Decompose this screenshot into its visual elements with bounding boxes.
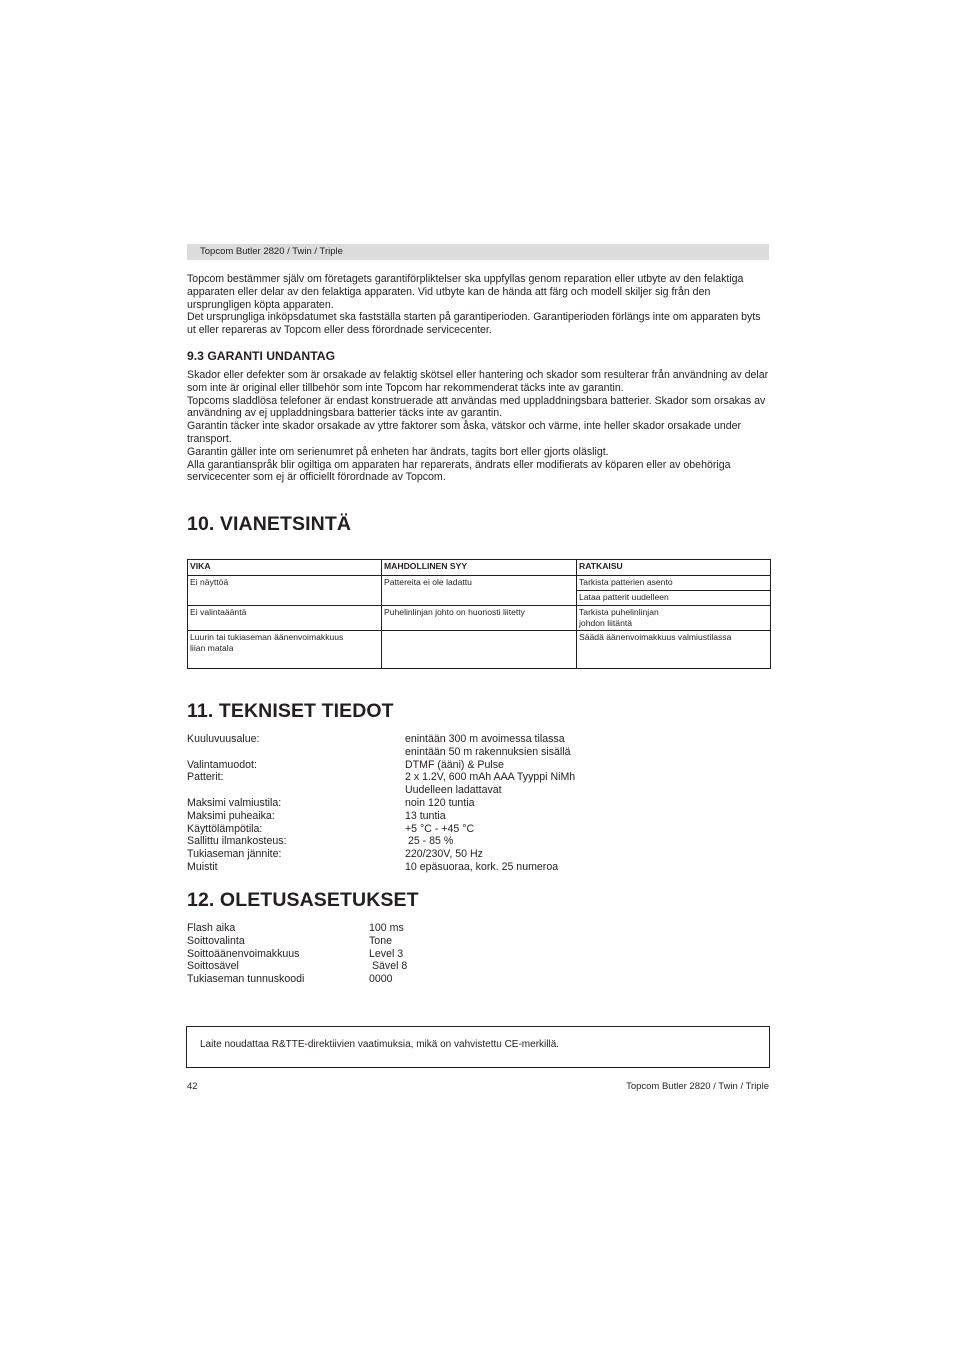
spec-row [187,784,772,797]
spec-value: noin 120 tuntia [405,796,475,809]
table-cell-syy [382,631,577,669]
setting-value: Level 3 [369,947,404,960]
table-row [188,606,771,631]
setting-label: Soittovalinta [187,934,245,947]
section-9-3-paragraph-3: Garantin täcker inte skador orsakade av yttre faktorer som åska, vätskor och värme, inte heller skador orsakade under transport. [187,420,742,445]
spec-value: DTMF (ääni) & Pulse [405,758,504,771]
spec-value: 25 - 85 % [405,835,454,848]
section-9-3-text [187,369,772,484]
table-cell-ratkaisu: Tarkista patterien asento [577,576,771,591]
setting-label: Flash aika [187,922,236,934]
setting-row [187,935,587,948]
troubleshooting-table [187,559,771,669]
section-9-3-paragraph-5: Alla garantianspråk blir ogiltiga om apparaten har reparerats, ändrats eller modifierats av köparen eller av obehöriga servicecenter som ej är officiellt förordnade av Topcom. [187,458,731,484]
cell-line: Luurin tai tukiaseman äänenvoimakkuus [190,632,344,642]
spec-value: Uudelleen ladattavat [405,784,502,797]
table-cell-vika: Ei valintaääntä [188,606,382,631]
intro-paragraph-1: Topcom bestämmer själv om företagets garantiförpliktelser ska uppfyllas genom reparation eller utbyte av den felaktiga apparaten eller delar av den felaktiga apparaten. Vid utbyte kan de hända att färg och modell skiljer sig från den ursprungligen köpta apparaten. [187,273,744,311]
spec-value: 10 epäsuoraa, kork. 25 numeroa [405,860,559,873]
footer-title: Topcom Butler 2820 / Twin / Triple [626,1081,769,1092]
setting-label: Soittoäänenvoimakkuus [187,947,300,960]
spec-row [187,810,772,823]
spec-value: 2 x 1.2V, 600 mAh AAA Tyyppi NiMh [405,771,576,784]
section-10-heading: 10. VIANETSINTÄ [187,513,352,535]
setting-value: 0000 [369,973,393,986]
spec-label: Maksimi puheaika: [187,809,275,822]
setting-value: Tone [369,934,392,947]
technical-specs [187,733,772,874]
table-cell-syy: Puhelinlinjan johto on huonosti liitetty [382,606,577,631]
header-title: Topcom Butler 2820 / Twin / Triple [200,246,343,257]
spec-row [187,797,772,810]
table-cell-ratkaisu: Säädä äänenvoimakkuus valmiustilassa [577,631,771,669]
cell-line: Tarkista puhelinlinjan [579,607,659,617]
spec-row [187,861,772,874]
page-number: 42 [187,1081,198,1092]
setting-value: Sävel 8 [369,960,408,973]
intro-text [187,273,772,337]
setting-label: Soittosävel [187,960,239,973]
section-12-heading: 12. OLETUSASETUKSET [187,889,419,911]
running-header [187,244,769,260]
table-row [188,631,771,669]
ce-notice-box [186,1026,770,1068]
spec-value: 220/230V, 50 Hz [405,848,483,861]
table-cell-syy: Pattereita ei ole ladattu [382,576,577,606]
section-9-3-paragraph-4: Garantin gäller inte om serienumret på enheten har ändrats, tagits bort eller gjorts oläsligt. [187,445,609,458]
spec-label: Valintamuodot: [187,758,257,771]
table-cell-vika: Ei näyttöä [188,576,382,606]
spec-row [187,835,772,848]
spec-label: Sallittu ilmankosteus: [187,835,287,848]
table-header-row [188,560,771,576]
spec-value: +5 °C - +45 °C [405,822,475,835]
spec-value: enintään 300 m avoimessa tilassa [405,733,565,745]
cell-line: liian matala [190,642,234,653]
section-9-3-heading: 9.3 GARANTI UNDANTAG [187,349,336,363]
default-settings [187,922,587,986]
spec-label: Muistit [187,860,218,873]
column-header-ratkaisu: RATKAISU [577,560,771,576]
column-header-syy: MAHDOLLINEN SYY [382,560,577,576]
setting-row [187,922,587,935]
spec-label: Patterit: [187,771,224,784]
spec-label: Kuuluvuusalue: [187,733,260,745]
setting-row [187,960,587,973]
section-9-3-paragraph-2: Topcoms sladdlösa telefoner är endast konstruerade att användas med uppladdningsbara batterier. Skador som orsakas av användning av ej uppladdningsbara batterier täcks inte av garantin. [187,394,766,420]
setting-row [187,948,587,961]
table-cell-ratkaisu: Lataa patterit uudelleen [577,591,771,606]
spec-row [187,848,772,861]
spec-label: Maksimi valmiustila: [187,796,282,809]
spec-value: 13 tuntia [405,809,446,822]
table-cell-vika [188,631,382,669]
intro-paragraph-2: Det ursprungliga inköpsdatumet ska fastställa starten på garantiperioden. Garantiperioden förlängs inte om apparaten byts ut eller repareras av Topcom eller dess förordnade servicecenter. [187,311,761,337]
spec-label: Tukiaseman jännite: [187,848,282,861]
spec-row [187,759,772,772]
cell-line: johdon liitäntä [579,617,633,628]
setting-row [187,973,587,986]
spec-row [187,823,772,836]
spec-row [187,733,772,746]
section-11-heading: 11. TEKNISET TIEDOT [187,700,394,722]
spec-label: Käyttölämpötila: [187,822,263,835]
spec-value: enintään 50 m rakennuksien sisällä [405,745,571,758]
section-9-3-paragraph-1: Skador eller defekter som är orsakade av felaktig skötsel eller hantering och skador som resulterar från användning av delar som inte är original eller tillbehör som inte Topcom har rekommenderat täcks inte av garantin. [187,369,769,394]
setting-label: Tukiaseman tunnuskoodi [187,973,305,986]
column-header-vika: VIKA [188,560,382,576]
setting-value: 100 ms [369,922,404,934]
spec-row [187,746,772,759]
spec-row [187,771,772,784]
ce-notice-text: Laite noudattaa R&TTE-direktiivien vaatimuksia, mikä on vahvistettu CE-merkillä. [200,1039,560,1050]
table-cell-ratkaisu [577,606,771,631]
table-row [188,576,771,591]
